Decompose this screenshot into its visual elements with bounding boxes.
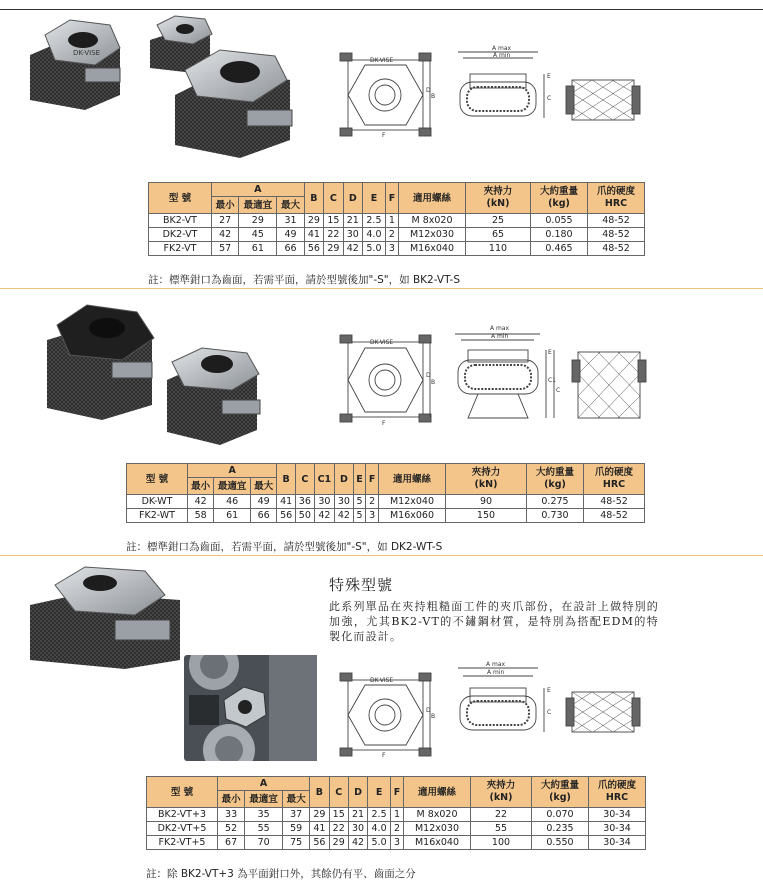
table-cell: 61: [239, 242, 277, 256]
table-cell: 1: [385, 214, 398, 228]
table-cell: BK2-VT+3: [147, 808, 218, 822]
table-cell: 66: [277, 242, 304, 256]
table-cell: 29: [310, 808, 329, 822]
col-c: C: [295, 464, 314, 495]
table-cell: 100: [471, 836, 532, 850]
table-cell: 4.0: [363, 228, 386, 242]
table-cell: 21: [348, 808, 367, 822]
table-cell: 45: [239, 228, 277, 242]
table-cell: 1: [390, 808, 403, 822]
label-brand: DK-VISE: [370, 339, 394, 346]
table-cell: 2: [390, 822, 403, 836]
table-row: [147, 836, 646, 850]
table-cell: 70: [245, 836, 283, 850]
table-cell: 0.235: [532, 822, 589, 836]
col-hardness: 爪的硬度 HRC: [584, 464, 645, 495]
table-cell: 30: [343, 228, 362, 242]
table-cell: 49: [277, 228, 304, 242]
label-b: B: [431, 713, 436, 720]
table-cell: 150: [446, 509, 527, 523]
dimension-drawing-special: [330, 660, 750, 760]
table-row: [147, 808, 646, 822]
table-cell: BK2-VT: [149, 214, 212, 228]
table-row: [127, 509, 645, 523]
table-cell: M12x030: [399, 228, 466, 242]
section-divider: [0, 288, 763, 289]
table-cell: 0.465: [531, 242, 588, 256]
col-a: A: [212, 183, 305, 197]
table-cell: M16x040: [404, 836, 471, 850]
label-e: E: [548, 349, 552, 356]
table-cell: 15: [329, 808, 348, 822]
col-a-min: 最小: [212, 197, 239, 214]
label-d: D: [426, 707, 431, 714]
label-a-max: A max: [490, 325, 510, 332]
table-header-row: [127, 464, 645, 478]
table-cell: 4.0: [368, 822, 391, 836]
col-b: B: [277, 464, 296, 495]
table-header-row: [149, 183, 645, 197]
table-cell: DK-WT: [127, 495, 188, 509]
table-cell: 0.550: [532, 836, 589, 850]
col-model: 型 號: [127, 464, 188, 495]
table-cell: 110: [466, 242, 531, 256]
table-cell: FK2-WT: [127, 509, 188, 523]
label-a-min: A min: [491, 333, 509, 340]
table-cell: 29: [324, 242, 343, 256]
table-cell: 42: [188, 495, 214, 509]
table-cell: 42: [335, 509, 354, 523]
label-c: C: [556, 387, 561, 394]
table-cell: 3: [385, 242, 398, 256]
col-a-max: 最大: [277, 197, 304, 214]
note-wt: 註：標準鉗口為齒面，若需平面，請於型號後加"-S"，如 DK2-WT-S: [126, 541, 443, 553]
label-b: B: [431, 379, 436, 386]
label-f: F: [382, 420, 386, 427]
col-d: D: [348, 777, 367, 808]
label-brand: DK-VISE: [370, 677, 394, 684]
table-cell: 2: [385, 228, 398, 242]
special-models-description: 此系列單品在夾持粗糙面工件的夾爪部份，在設計上做特別的加強，尤其BK2-VT的不鏽鋼材質，是特別為搭配EDM的特製化而設計。: [329, 600, 659, 643]
table-cell: 59: [283, 822, 310, 836]
table-cell: M12x030: [404, 822, 471, 836]
table-cell: 15: [324, 214, 343, 228]
col-a-min: 最小: [218, 791, 245, 808]
note-special: 註：除 BK2-VT+3 為平面鉗口外，其餘仍有平、齒面之分: [146, 868, 416, 880]
col-a-opt: 最適宜: [214, 478, 251, 495]
col-hardness: 爪的硬度 HRC: [588, 183, 645, 214]
table-cell: 90: [446, 495, 527, 509]
col-a-max: 最大: [283, 791, 310, 808]
table-cell: M 8x020: [399, 214, 466, 228]
table-cell: 5: [353, 509, 366, 523]
label-d: D: [426, 87, 431, 94]
col-screw: 適用螺絲: [404, 777, 471, 808]
col-a-max: 最大: [250, 478, 276, 495]
product-photo-vt: [25, 10, 315, 160]
col-b: B: [304, 183, 323, 214]
col-a-opt: 最適宜: [239, 197, 277, 214]
table-cell: 30: [348, 822, 367, 836]
table-cell: 29: [304, 214, 323, 228]
brand-label: DK-VISE: [73, 49, 101, 57]
col-f: F: [385, 183, 398, 214]
table-cell: 48-52: [588, 214, 645, 228]
dimension-drawing-vt: [330, 40, 750, 140]
spec-table-special: [146, 776, 646, 850]
table-cell: 75: [283, 836, 310, 850]
table-cell: 66: [250, 509, 276, 523]
table-cell: M12x040: [379, 495, 446, 509]
col-a-opt: 最適宜: [245, 791, 283, 808]
table-cell: 41: [310, 822, 329, 836]
table-cell: M 8x020: [404, 808, 471, 822]
table-row: [127, 495, 645, 509]
table-cell: 30: [335, 495, 354, 509]
label-e: E: [547, 687, 551, 694]
table-cell: 30-34: [589, 808, 646, 822]
dimension-drawing-wt: [330, 322, 750, 432]
table-cell: 25: [466, 214, 531, 228]
table-row: [149, 214, 645, 228]
table-cell: 55: [245, 822, 283, 836]
col-e: E: [368, 777, 391, 808]
table-cell: 35: [245, 808, 283, 822]
table-cell: 0.180: [531, 228, 588, 242]
table-cell: 41: [277, 495, 296, 509]
table-cell: 29: [239, 214, 277, 228]
table-cell: 22: [329, 822, 348, 836]
col-force: 夾持力 (kN): [466, 183, 531, 214]
col-f: F: [366, 464, 379, 495]
product-photo-special: [25, 565, 185, 670]
table-cell: 48-52: [584, 495, 645, 509]
col-f: F: [390, 777, 403, 808]
table-cell: 31: [277, 214, 304, 228]
table-cell: 21: [343, 214, 362, 228]
table-cell: 0.070: [532, 808, 589, 822]
col-force: 夾持力 (kN): [471, 777, 532, 808]
table-cell: 2.5: [363, 214, 386, 228]
table-cell: 46: [214, 495, 251, 509]
col-e: E: [353, 464, 366, 495]
table-cell: 50: [295, 509, 314, 523]
table-cell: 42: [314, 509, 334, 523]
label-a-max: A max: [492, 45, 512, 52]
col-d: D: [343, 183, 362, 214]
table-cell: 42: [343, 242, 362, 256]
label-a-min: A min: [493, 52, 511, 59]
table-cell: 42: [212, 228, 239, 242]
spec-table-vt: [148, 182, 645, 256]
table-cell: 56: [304, 242, 323, 256]
col-a-min: 最小: [188, 478, 214, 495]
table-body: [147, 808, 646, 850]
label-c: C: [547, 709, 552, 716]
label-f: F: [382, 752, 386, 759]
col-c: C: [324, 183, 343, 214]
table-cell: 36: [295, 495, 314, 509]
col-c: C: [329, 777, 348, 808]
table-cell: 52: [218, 822, 245, 836]
table-cell: 5: [353, 495, 366, 509]
note-vt: 註：標準鉗口為齒面，若需平面，請於型號後加"-S"，如 BK2-VT-S: [148, 274, 460, 286]
table-cell: 56: [277, 509, 296, 523]
table-cell: 58: [188, 509, 214, 523]
table-cell: 5.0: [363, 242, 386, 256]
table-cell: 0.275: [527, 495, 584, 509]
table-cell: 61: [214, 509, 251, 523]
col-c1: C1: [314, 464, 334, 495]
table-cell: 30-34: [589, 836, 646, 850]
table-cell: 30-34: [589, 822, 646, 836]
table-cell: 55: [471, 822, 532, 836]
col-model: 型 號: [149, 183, 212, 214]
label-a-min: A min: [487, 669, 505, 676]
col-b: B: [310, 777, 329, 808]
label-d: D: [426, 372, 431, 379]
table-header-row: [147, 777, 646, 791]
table-cell: 2: [366, 495, 379, 509]
table-row: [149, 228, 645, 242]
label-b: B: [431, 93, 436, 100]
table-cell: 65: [466, 228, 531, 242]
table-body: [127, 495, 645, 523]
table-cell: 2.5: [368, 808, 391, 822]
col-d: D: [335, 464, 354, 495]
spec-table-wt: [126, 463, 645, 523]
col-force: 夾持力 (kN): [446, 464, 527, 495]
table-cell: 48-52: [584, 509, 645, 523]
table-row: [149, 242, 645, 256]
table-cell: M16x060: [379, 509, 446, 523]
table-cell: 3: [366, 509, 379, 523]
table-cell: 27: [212, 214, 239, 228]
edm-application-photo: [184, 655, 317, 761]
table-cell: 30: [314, 495, 334, 509]
label-f: F: [382, 132, 386, 139]
table-cell: 0.055: [531, 214, 588, 228]
col-a: A: [188, 464, 277, 478]
table-row: [147, 822, 646, 836]
table-cell: FK2-VT+5: [147, 836, 218, 850]
table-cell: 0.730: [527, 509, 584, 523]
table-cell: 33: [218, 808, 245, 822]
section-divider: [0, 555, 763, 556]
label-e: E: [547, 73, 551, 80]
product-photo-wt: [42, 300, 272, 450]
table-cell: 37: [283, 808, 310, 822]
table-cell: DK2-VT+5: [147, 822, 218, 836]
table-cell: 48-52: [588, 228, 645, 242]
label-brand: DK-VISE: [370, 57, 394, 64]
col-weight: 大約重量 (kg): [531, 183, 588, 214]
table-cell: 5.0: [368, 836, 391, 850]
col-a: A: [218, 777, 310, 791]
col-e: E: [363, 183, 386, 214]
table-cell: 49: [250, 495, 276, 509]
table-cell: 22: [471, 808, 532, 822]
table-cell: 41: [304, 228, 323, 242]
col-screw: 適用螺絲: [399, 183, 466, 214]
table-cell: 56: [310, 836, 329, 850]
table-cell: FK2-VT: [149, 242, 212, 256]
table-cell: 3: [390, 836, 403, 850]
col-screw: 適用螺絲: [379, 464, 446, 495]
table-body: [149, 214, 645, 256]
table-cell: 48-52: [588, 242, 645, 256]
table-cell: DK2-VT: [149, 228, 212, 242]
col-weight: 大約重量 (kg): [532, 777, 589, 808]
table-cell: 29: [329, 836, 348, 850]
table-cell: M16x040: [399, 242, 466, 256]
col-weight: 大約重量 (kg): [527, 464, 584, 495]
special-models-title: 特殊型號: [329, 576, 394, 594]
label-a-max: A max: [486, 661, 506, 668]
table-cell: 42: [348, 836, 367, 850]
table-cell: 57: [212, 242, 239, 256]
table-cell: 67: [218, 836, 245, 850]
col-model: 型 號: [147, 777, 218, 808]
col-hardness: 爪的硬度 HRC: [589, 777, 646, 808]
label-c: C: [547, 95, 552, 102]
label-c1: C1: [548, 377, 557, 384]
table-cell: 22: [324, 228, 343, 242]
